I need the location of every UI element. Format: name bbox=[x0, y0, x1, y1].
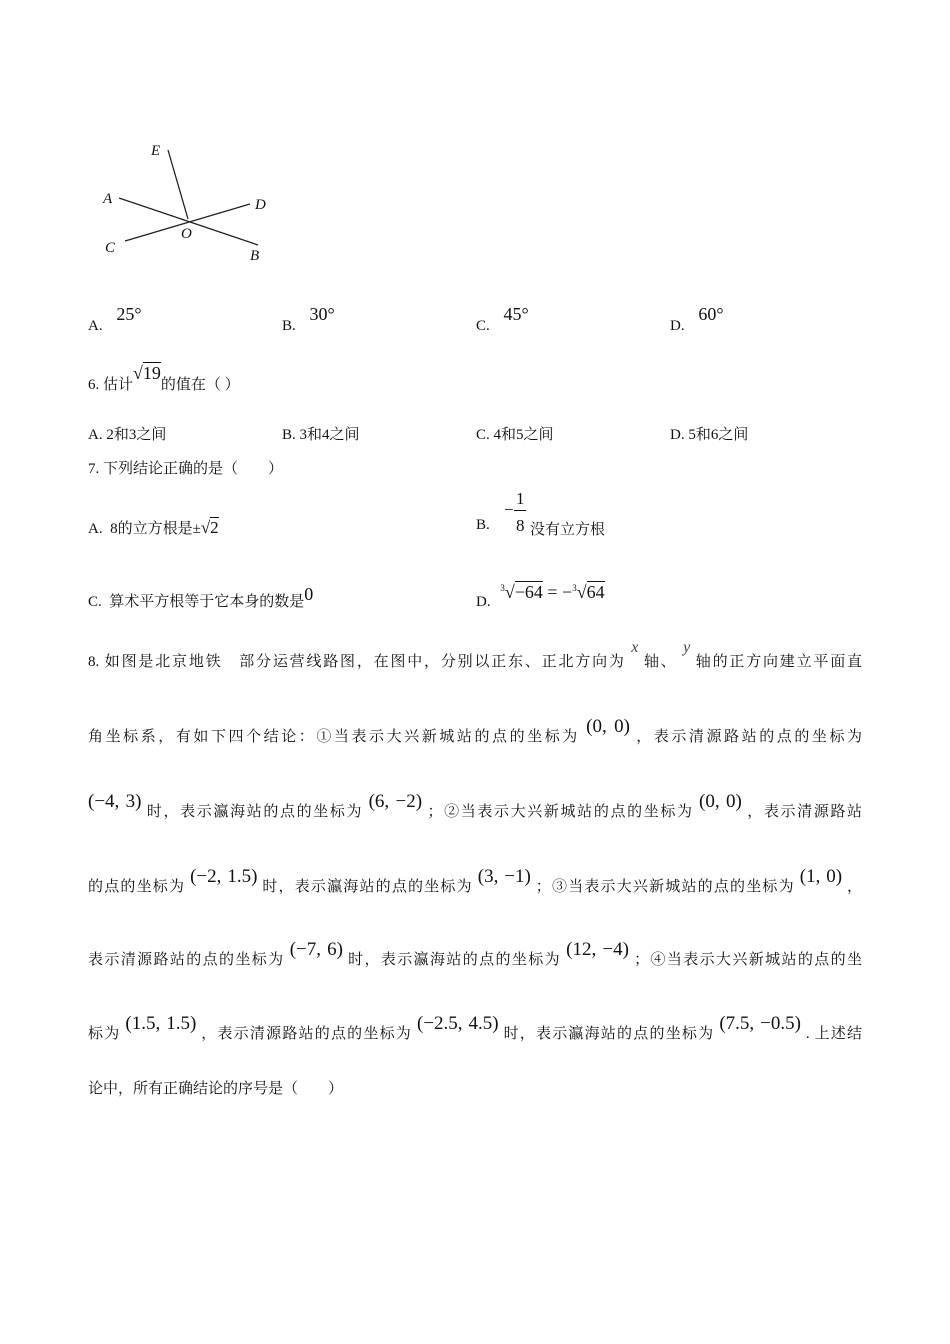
radicand: 64 bbox=[586, 582, 605, 602]
option-letter: D. bbox=[476, 594, 491, 610]
fraction-bar bbox=[514, 510, 526, 511]
option-value: 25° bbox=[116, 304, 142, 324]
cube-root-equation: $^3$√−64 = −$^3$√64 bbox=[500, 582, 605, 602]
radicand: −64 bbox=[514, 582, 543, 602]
fraction-denominator: 8 bbox=[516, 516, 525, 535]
q5-option-a[interactable] bbox=[88, 304, 142, 335]
option-value: 45° bbox=[503, 304, 529, 324]
label-d: D bbox=[255, 197, 266, 213]
q5-option-d[interactable] bbox=[670, 304, 724, 335]
text-segment: ；③当表示大兴新城站的点的坐标为 bbox=[535, 879, 795, 895]
text-segment: 标为 bbox=[88, 1026, 121, 1042]
text-segment: 时，表示瀛海站的点的坐标为 bbox=[262, 879, 473, 895]
text-segment: 论中，所有正确结论的序号是（ ） bbox=[88, 1081, 344, 1097]
text-segment: ，表示清源路站 bbox=[747, 804, 863, 820]
q8-line bbox=[88, 1077, 862, 1098]
q6-prefix: 6. 估计 bbox=[88, 377, 134, 393]
text-segment: 轴的正方向建立平面直 bbox=[695, 654, 863, 670]
math-expression: (0, 0) bbox=[586, 716, 630, 737]
option-letter: D. bbox=[670, 318, 685, 334]
text-segment: ；④当表示大兴新城站的点的坐 bbox=[634, 952, 862, 968]
text-segment: 表示清源路站的点的坐标为 bbox=[88, 952, 285, 968]
math-expression: (1, 0) bbox=[799, 866, 843, 887]
q5-option-c[interactable] bbox=[476, 304, 529, 335]
sqrt-19: √19 bbox=[133, 363, 161, 383]
q7-option-a[interactable] bbox=[88, 517, 219, 538]
option-letter: A. bbox=[88, 318, 103, 334]
text-segment: 8. 如图是北京地铁 部分运营线路图，在图中，分别以正东、正北方向为 bbox=[88, 654, 626, 670]
option-text: 没有立方根 bbox=[530, 522, 606, 538]
root-index: 3 bbox=[572, 583, 577, 593]
option-letter: C. bbox=[88, 594, 102, 610]
q8-line bbox=[88, 866, 863, 897]
text-segment: ，表示清源路站的点的坐标为 bbox=[201, 1026, 413, 1042]
option-text: 8的立方根是± bbox=[110, 521, 201, 537]
q6-suffix: 的值在（ ） bbox=[160, 377, 240, 393]
q7-stem: 7. 下列结论正确的是（ ） bbox=[88, 461, 284, 477]
math-zero: 0 bbox=[304, 584, 314, 604]
text-segment: 轴、 bbox=[643, 654, 678, 670]
math-expression: (12, −4) bbox=[566, 939, 629, 960]
equals-sign: = − bbox=[547, 582, 573, 602]
q7-option-b[interactable] bbox=[476, 489, 606, 538]
q7-option-c[interactable] bbox=[88, 584, 314, 611]
q6-option-a[interactable]: A. 2和3之间 bbox=[88, 427, 167, 443]
math-expression: (0, 0) bbox=[699, 791, 742, 812]
math-expression: (1.5, 1.5) bbox=[125, 1013, 197, 1034]
math-expression: (3, −1) bbox=[477, 866, 531, 887]
q6-option-c[interactable]: C. 4和5之间 bbox=[476, 427, 554, 443]
option-letter: B. bbox=[282, 318, 296, 334]
math-expression: (−4, 3) bbox=[88, 791, 142, 812]
math-expression: (−2, 1.5) bbox=[190, 866, 258, 887]
angle-figure bbox=[95, 135, 285, 270]
label-b: B bbox=[250, 248, 260, 264]
label-c: C bbox=[105, 240, 116, 256]
q8-line bbox=[88, 939, 862, 970]
option-value: 30° bbox=[309, 304, 335, 324]
radicand: 19 bbox=[142, 363, 161, 383]
q8-line bbox=[88, 791, 863, 822]
text-segment: 角坐标系，有如下四个结论：①当表示大兴新城站的点的坐标为 bbox=[88, 729, 580, 745]
text-segment: 时，表示瀛海站的点的坐标为 bbox=[146, 804, 364, 820]
text-segment: ， bbox=[847, 879, 863, 895]
math-expression: x bbox=[631, 639, 639, 656]
text-segment: 的点的坐标为 bbox=[88, 879, 186, 895]
math-expression: y bbox=[683, 639, 691, 656]
label-o: O bbox=[181, 226, 192, 242]
text-segment: ，表示清源路站的点的坐标为 bbox=[636, 729, 863, 745]
q5-option-b[interactable] bbox=[282, 304, 335, 335]
option-value: 60° bbox=[698, 304, 724, 324]
text-segment: . 上述结 bbox=[805, 1026, 863, 1042]
q8-line bbox=[88, 716, 863, 747]
radicand: 2 bbox=[210, 518, 219, 537]
text-segment: 时，表示瀛海站的点的坐标为 bbox=[503, 1026, 715, 1042]
label-a: A bbox=[103, 191, 113, 207]
fraction-numerator: 1 bbox=[516, 489, 525, 508]
option-text: 算术平方根等于它本身的数是 bbox=[109, 594, 305, 610]
label-e: E bbox=[151, 143, 161, 159]
option-letter: A. bbox=[88, 521, 103, 537]
q6-option-d[interactable]: D. 5和6之间 bbox=[670, 427, 749, 443]
math-expression: (−7, 6) bbox=[289, 939, 343, 960]
minus-sign: − bbox=[504, 500, 514, 519]
text-segment: ；②当表示大兴新城站的点的坐标为 bbox=[427, 804, 694, 820]
q7-option-d[interactable] bbox=[476, 582, 605, 611]
root-index: 3 bbox=[500, 583, 505, 593]
sqrt-2: √2 bbox=[200, 518, 219, 537]
math-expression: (7.5, −0.5) bbox=[719, 1013, 801, 1034]
q8-line bbox=[88, 639, 863, 671]
q6-stem bbox=[88, 363, 240, 394]
text-segment: 时，表示瀛海站的点的坐标为 bbox=[348, 952, 562, 968]
option-letter: B. bbox=[476, 517, 490, 533]
math-expression: (−2.5, 4.5) bbox=[417, 1013, 499, 1034]
q8-line bbox=[88, 1013, 863, 1044]
option-letter: C. bbox=[476, 318, 490, 334]
q6-option-b[interactable]: B. 3和4之间 bbox=[282, 427, 360, 443]
math-expression: (6, −2) bbox=[368, 791, 423, 812]
